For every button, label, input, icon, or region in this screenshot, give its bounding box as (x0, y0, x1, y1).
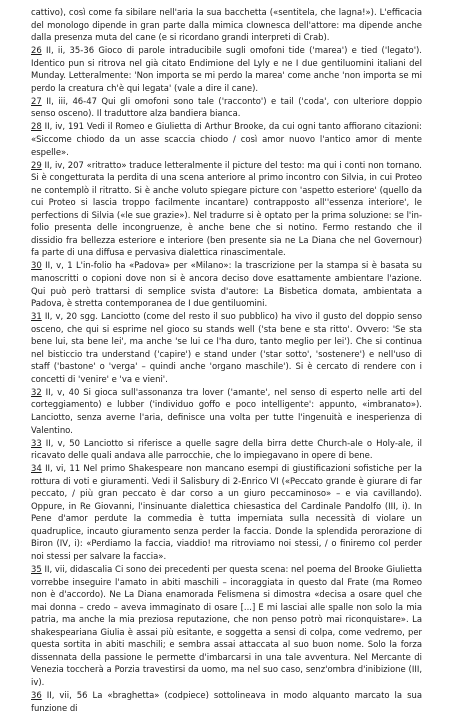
footnote-text: II, vii, didascalia Ci sono dei precedenti per questa scena: nel poema del Brooke Giulietta vorrebbe inseguire l'amato in abiti maschili – incoraggiata in questo dal Frate (ma Romeo non è d'accordo). Ne La Diana enamorada Felismena si dimostra «decisa a osare quel che mai donna – credo – aveva immaginato di osare [...] E mi lasciai alle spalle non solo la mia patria, ma anche la mia preziosa reputazione, che non penso potrò mai riconquistare». La shakespeariana Giulia è assai più esitante, e soggetta a sensi di colpa, come vedremo, per questa sortita in abiti maschili; e sembra assai attaccata al suo buon nome. Solo la forza dissennata della passione le permette d'imbarcarsi in una tale avventura. Nel Mercante di Venezia toccherà a Porzia travestirsi da uomo, ma nel suo caso, senz'ombra d'inibizione (III, iv). (31, 564, 422, 687)
footnote-28 (31, 120, 422, 158)
footnote-number: 36 (31, 690, 42, 701)
footnote-34 (31, 462, 422, 562)
footnote-35 (31, 563, 422, 688)
footnote-text: II, v, 50 Lanciotto si riferisce a quelle sagre della birra dette Church-ale o Holy-ale, il ricavato delle quali andava alle parrocchie, che lo impiegavano in opere di bene. (31, 437, 422, 461)
footnote-36 (31, 689, 422, 714)
footnote-text: II, iii, 46-47 Qui gli omofoni sono tale ('racconto') e tail ('coda', con ulteriore doppio senso osceno). Il traduttore alza bandiera bianca. (31, 95, 422, 119)
footnote-text: II, ii, 35-36 Gioco di parole intraducibile sugli omofoni tide ('marea') e tied ('legato'). Identico pun si ritrova nel già citato Endimione del Lyly e ne I due gentiluomini italiani del Munday. Letteralmente: 'Non importa se mi perdo la marea' come anche 'non importa se mi perdo la creatura ch'è qui legata' (vale a dire il cane). (31, 45, 422, 93)
footnote-number: 27 (31, 95, 42, 106)
footnote-number: 31 (31, 311, 42, 322)
footnote-33 (31, 437, 422, 462)
footnote-number: 28 (31, 121, 42, 132)
footnote-text: II, iv, 191 Vedi il Romeo e Giulietta di Arthur Brooke, da cui ogni tanto affiorano citazioni: «Siccome chiodo da un asse scaccia chiodo / così amor nuovo l'antico amor di mente espelle». (31, 121, 422, 157)
footnote-29 (31, 159, 422, 259)
footnote-27 (31, 95, 422, 120)
footnote-text: II, vii, 56 La «braghetta» (codpiece) sottolineava in modo alquanto marcato la sua funzione di (31, 690, 422, 713)
footnote-31 (31, 310, 422, 385)
footnote-26 (31, 44, 422, 94)
footnote-32 (31, 386, 422, 436)
continuation-paragraph: cattivo), così come fa sibilare nell'aria la sua bacchetta («sentitela, che lagna!»). L'efficacia del monologo dipende in gran parte dalla mimica clownesca dell'attore: ma dipende anche dalla presenza muta del cane (e si ricordano grandi interpreti di Crab). (31, 7, 422, 43)
footnote-number: 35 (31, 564, 42, 575)
footnote-number: 30 (31, 260, 42, 271)
footnote-number: 32 (31, 386, 42, 397)
footnote-text: II, v, 20 sgg. Lanciotto (come del resto il suo pubblico) ha vivo il gusto del doppio senso osceno, che qui si esprime nel gioco su stands well ('sta bene e sta ritto'. Ovvero: 'Se sta bene lui, sta bene lei', ma anche 'se lui ce l'ha duro, tanto meglio per lei'). Che si continua nel bisticcio tra understand ('capire') e stand under ('star sotto', 'sostenere') e nell'uso di staff ('bastone' o 'verga' – quindi anche 'organo maschile'). Si è cercato di rendere con i concetti di 'venire' e 'va e vieni'. (31, 311, 422, 384)
footnote-text: II, vi, 11 Nel primo Shakespeare non mancano esempi di giustificazioni sofistiche per la rottura di voti e giuramenti. Vedi il Salisbury di 2-Enrico VI («Peccato grande è giurare di far peccato, / più gran peccato è dar corso a un giuro peccaminoso» – e via cavillando). Oppure, in Re Giovanni, l'insinuante dialettica chiesastica del Cardinale Pandolfo (III, i). In Pene d'amor perdute la commedia è tutta imperniata sulla necessità di violare un quadruplice, incauto giuramento senza perder la faccia. Donde la splendida perorazione di Biron (IV, i): «Perdiamo la faccia, viaddio! ma ritroviamo noi stessi, / o finiremo col perder noi stessi per salvare la faccia». (31, 463, 422, 562)
footnote-number: 29 (31, 159, 42, 170)
footnote-text: II, v, 40 Si gioca sull'assonanza tra lover ('amante', nel senso di esperto nelle arti del corteggiamento) e lubber ('individuo goffo e poco intelligente': appunto, «imbranato»). Lanciotto, senza averne l'aria, definisce una volta per tutte l'ingenuità e inesperienza di Valentino. (31, 386, 422, 435)
footnote-number: 26 (31, 45, 42, 56)
footnote-30 (31, 259, 422, 309)
footnote-number: 33 (31, 437, 42, 448)
footnote-text: II, iv, 207 «ritratto» traduce letteralmente il picture del testo: ma qui i conti non tornano. Si è congetturata la perdita di una scena anteriore al primo incontro con Silvia, in cui Proteo ne contemplò il ritratto. Si è anche voluto spiegare picture con 'aspetto esteriore' (quello da cui Proteo si lascia troppo facilmente incantare) contrapposto all''essenza interiore', le perfections di Silvia («le sue grazie»). Nel tradurre si è optato per la prima soluzione: se l'in-folio presenta delle incongruenze, è anche bene che si notino. Fermo restando che il dissidio fra bellezza esteriore e interiore (ben presente sia ne La Diana che nel Governour) fa parte di una diffusa e pervasiva dialettica rinascimentale. (31, 159, 422, 258)
footnote-number: 34 (31, 463, 42, 474)
footnote-text: II, v, 1 L'in-folio ha «Padova» per «Milano»: la trascrizione per la stampa si è basata su manoscritti o copioni dove non si è ancora deciso dove esattamente ambientare l'azione. Qui può però trattarsi di semplice svista d'autore: La Bisbetica domata, ambientata a Padova, è stretta contemporanea de I due gentiluomini. (31, 260, 422, 309)
